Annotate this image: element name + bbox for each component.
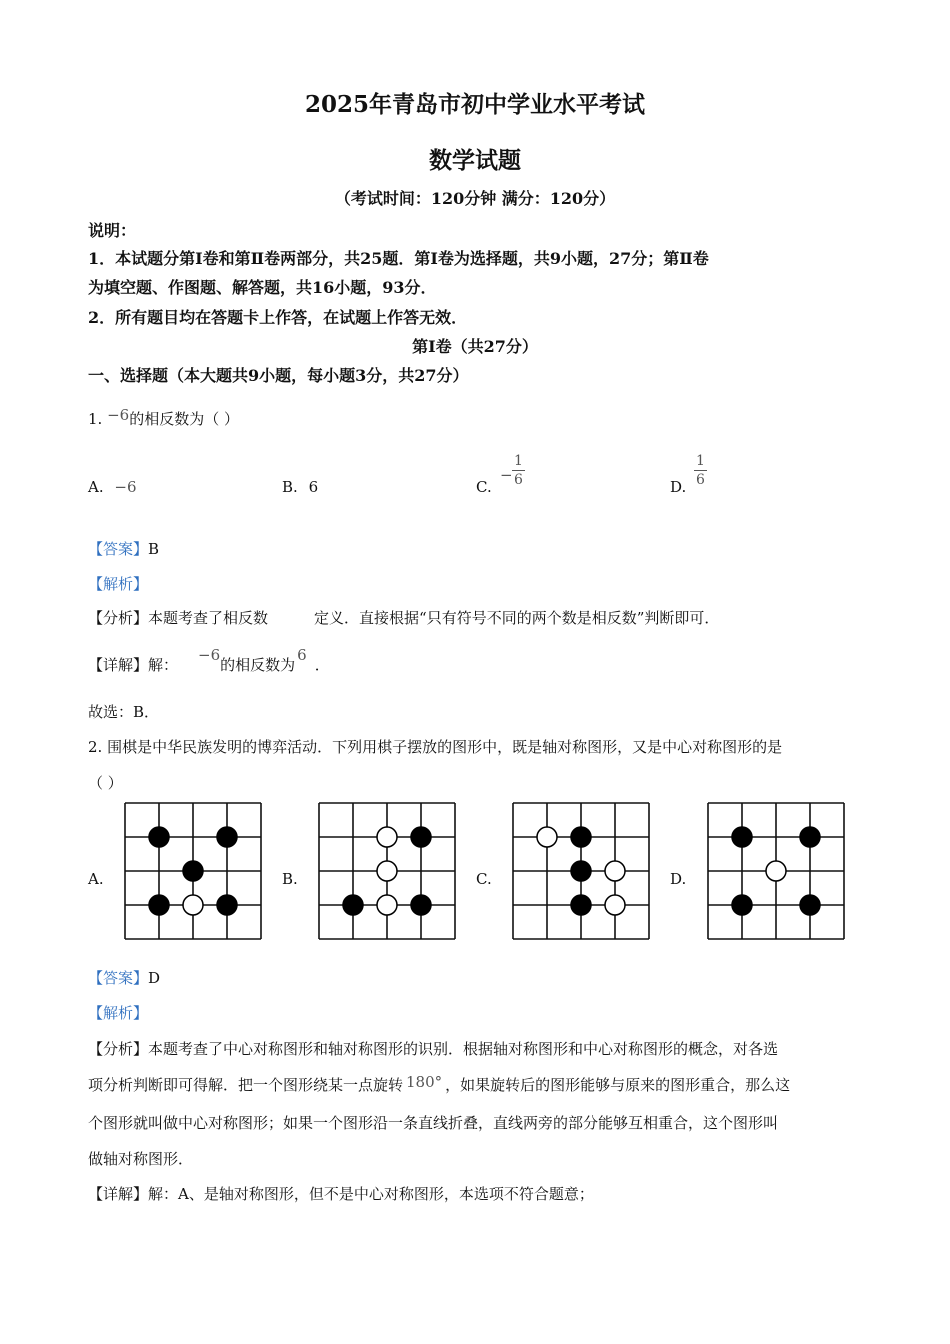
answer-tag: 【答案】 xyxy=(88,540,149,558)
q1-option-a xyxy=(88,478,137,496)
q1-option-d-fraction xyxy=(694,452,707,489)
detail-label: 【详解】 xyxy=(88,656,149,674)
q2-analysis-tag: 【解析】 xyxy=(88,1004,149,1022)
go-board-b xyxy=(318,802,458,942)
q2-option-d-label: D. xyxy=(670,870,687,888)
analysis-label: 【分析】 xyxy=(88,1040,149,1058)
q2-analysis-line3: 个图形就叫做中心对称图形；如果一个图形沿一条直线折叠，直线两旁的部分能够互相重合，这个图形叫 xyxy=(88,1114,779,1132)
analysis-text: 定义．直接根据“只有符号不同的两个数是相反数”判断即可． xyxy=(314,609,720,627)
exam-title: 2025年青岛市初中学业水平考试 xyxy=(304,91,645,118)
subject-title: 数学试题 xyxy=(429,147,521,174)
black-stone xyxy=(732,827,752,847)
instruction-1-line2: 为填空题、作图题、解答题，共16小题，93分． xyxy=(88,278,437,297)
q1-option-c xyxy=(476,478,492,496)
white-stone xyxy=(605,895,625,915)
option-label: A. xyxy=(88,478,104,496)
q1-conclusion: 故选：B． xyxy=(88,703,160,721)
black-stone xyxy=(571,861,591,881)
q1-stem-text: 的相反数为（ ） xyxy=(129,410,239,428)
white-stone xyxy=(377,895,397,915)
option-value: −6 xyxy=(114,478,137,496)
q1-answer xyxy=(88,538,159,559)
exam-info: （考试时间：120分钟 满分：120分） xyxy=(334,189,616,208)
fraction-numerator: 1 xyxy=(696,453,705,469)
white-stone xyxy=(766,861,786,881)
q2-stem-line2: （ ） xyxy=(88,774,123,792)
q2-option-b-label: B. xyxy=(282,870,298,888)
q1-option-c-fraction xyxy=(512,452,525,489)
option-label: D. xyxy=(670,478,687,496)
instruction-2: 2．所有题目均在答题卡上作答，在试题上作答无效． xyxy=(88,308,468,327)
white-stone xyxy=(377,827,397,847)
answer-value: B xyxy=(148,540,160,558)
white-stone xyxy=(377,861,397,881)
q2-option-a-label: A. xyxy=(88,870,104,888)
go-board-d xyxy=(707,802,847,942)
option-value: 6 xyxy=(308,478,319,496)
q1-stem xyxy=(88,408,239,429)
go-board-c xyxy=(512,802,652,942)
instruction-1-line1: 1．本试题分第Ⅰ卷和第Ⅱ卷两部分，共25题．第Ⅰ卷为选择题，共9小题，27分；第Ⅱ卷 xyxy=(88,249,709,268)
q2-analysis-line2 xyxy=(88,1074,790,1095)
q1-option-b xyxy=(282,478,318,496)
go-board-a xyxy=(124,802,264,942)
q1-expr: −6 xyxy=(107,406,130,424)
black-stone xyxy=(343,895,363,915)
black-stone xyxy=(411,827,431,847)
black-stone xyxy=(800,895,820,915)
black-stone xyxy=(800,827,820,847)
q1-option-c-sign: − xyxy=(500,466,513,484)
detail-expr: 6 xyxy=(297,646,307,664)
detail-text: ． xyxy=(314,656,330,674)
black-stone xyxy=(732,895,752,915)
white-stone xyxy=(183,895,203,915)
part1-title: 第Ⅰ卷（共27分） xyxy=(412,337,538,356)
q1-detail xyxy=(88,646,330,675)
angle-expr: 180° xyxy=(406,1073,443,1091)
analysis-label: 【分析】 xyxy=(88,609,149,627)
answer-tag: 【答案】 xyxy=(88,969,149,987)
fraction-denominator: 6 xyxy=(696,472,705,488)
detail-text: 解： xyxy=(148,656,179,674)
black-stone xyxy=(411,895,431,915)
black-stone xyxy=(149,827,169,847)
instructions-heading: 说明： xyxy=(88,221,137,240)
detail-label: 【详解】 xyxy=(88,1185,149,1203)
analysis-text: 项分析判断即可得解．把一个图形绕某一点旋转 xyxy=(88,1076,404,1094)
q2-analysis-line4: 做轴对称图形． xyxy=(88,1150,194,1168)
q2-analysis-line1 xyxy=(88,1038,778,1059)
q1-analysis-tag: 【解析】 xyxy=(88,575,149,593)
white-stone xyxy=(605,861,625,881)
q1-number: 1. xyxy=(88,410,103,428)
fraction-numerator: 1 xyxy=(514,453,523,469)
q2-answer xyxy=(88,967,160,988)
black-stone xyxy=(217,827,237,847)
section-title: 一、选择题（本大题共9小题，每小题3分，共27分） xyxy=(88,366,469,385)
black-stone xyxy=(149,895,169,915)
fraction-denominator: 6 xyxy=(514,472,523,488)
black-stone xyxy=(571,827,591,847)
detail-expr: −6 xyxy=(198,646,221,664)
answer-value: D xyxy=(148,969,161,987)
black-stone xyxy=(183,861,203,881)
option-label: B. xyxy=(282,478,298,496)
black-stone xyxy=(217,895,237,915)
q2-stem-line1: 2. 围棋是中华民族发明的博弈活动．下列用棋子摆放的图形中，既是轴对称图形，又是中心对称图形的是 xyxy=(88,738,783,756)
q1-option-d xyxy=(670,478,686,496)
q2-detail xyxy=(88,1183,594,1204)
analysis-text: ，如果旋转后的图形能够与原来的图形重合，那么这 xyxy=(445,1076,791,1094)
detail-text: 解：A、是轴对称图形，但不是中心对称图形，本选项不符合题意； xyxy=(148,1185,594,1203)
analysis-text: 本题考查了中心对称图形和轴对称图形的识别．根据轴对称图形和中心对称图形的概念，对各选 xyxy=(148,1040,779,1058)
analysis-text: 本题考查了相反数 xyxy=(148,609,269,627)
q2-option-c-label: C. xyxy=(476,870,492,888)
black-stone xyxy=(571,895,591,915)
option-label: C. xyxy=(476,478,492,496)
detail-text: 的相反数为 xyxy=(220,656,296,674)
q1-analysis xyxy=(88,607,719,628)
white-stone xyxy=(537,827,557,847)
